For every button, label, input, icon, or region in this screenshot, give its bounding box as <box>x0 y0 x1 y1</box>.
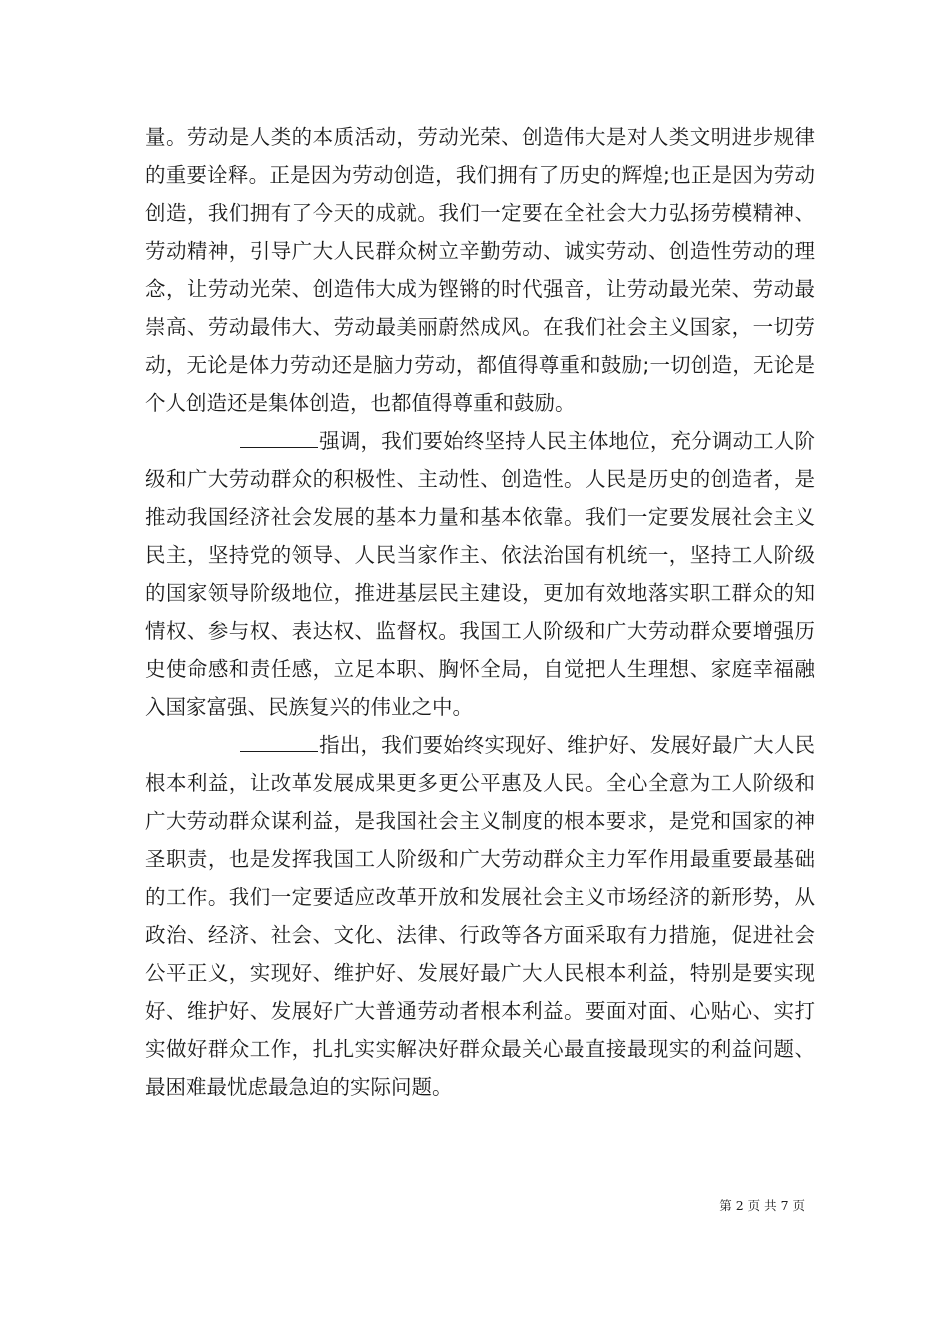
paragraph-continuation <box>145 118 815 422</box>
blank-underline <box>240 733 318 752</box>
paragraph-emphasis <box>145 422 815 726</box>
paragraph-text: 强调，我们要始终坚持人民主体地位，充分调动工人阶级和广大劳动群众的积极性、主动性、创造性。人民是历史的创造者，是推动我国经济社会发展的基本力量和基本依靠。我们一定要发展社会主义民主，坚持党的领导、人民当家作主、依法治国有机统一，坚持工人阶级的国家领导阶级地位，推进基层民主建设，更加有效地落实职工群众的知情权、参与权、表达权、监督权。我国工人阶级和广大劳动群众要增强历史使命感和责任感，立足本职、胸怀全局，自觉把人生理想、家庭幸福融入国家富强、民族复兴的伟业之中。 <box>145 429 815 719</box>
paragraph-text: 量。劳动是人类的本质活动，劳动光荣、创造伟大是对人类文明进步规律的重要诠释。正是因为劳动创造，我们拥有了历史的辉煌;也正是因为劳动创造，我们拥有了今天的成就。我们一定要在全社会大力弘扬劳模精神、劳动精神，引导广大人民群众树立辛勤劳动、诚实劳动、创造性劳动的理念，让劳动光荣、创造伟大成为铿锵的时代强音，让劳动最光荣、劳动最崇高、劳动最伟大、劳动最美丽蔚然成风。在我们社会主义国家，一切劳动，无论是体力劳动还是脑力劳动，都值得尊重和鼓励;一切创造，无论是个人创造还是集体创造，也都值得尊重和鼓励。 <box>145 125 815 415</box>
paragraph-pointed-out <box>145 726 815 1106</box>
page-number-footer: 第 2 页 共 7 页 <box>719 1198 805 1213</box>
document-body <box>145 118 815 1106</box>
blank-underline <box>240 429 318 448</box>
paragraph-text: 指出，我们要始终实现好、维护好、发展好最广大人民根本利益，让改革发展成果更多更公平惠及人民。全心全意为工人阶级和广大劳动群众谋利益，是我国社会主义制度的根本要求，是党和国家的神圣职责，也是发挥我国工人阶级和广大劳动群众主力军作用最重要最基础的工作。我们一定要适应改革开放和发展社会主义市场经济的新形势，从政治、经济、社会、文化、法律、行政等各方面采取有力措施，促进社会公平正义，实现好、维护好、发展好最广大人民根本利益，特别是要实现好、维护好、发展好广大普通劳动者根本利益。要面对面、心贴心、实打实做好群众工作，扎扎实实解决好群众最关心最直接最现实的利益问题、最困难最忧虑最急迫的实际问题。 <box>145 733 815 1099</box>
